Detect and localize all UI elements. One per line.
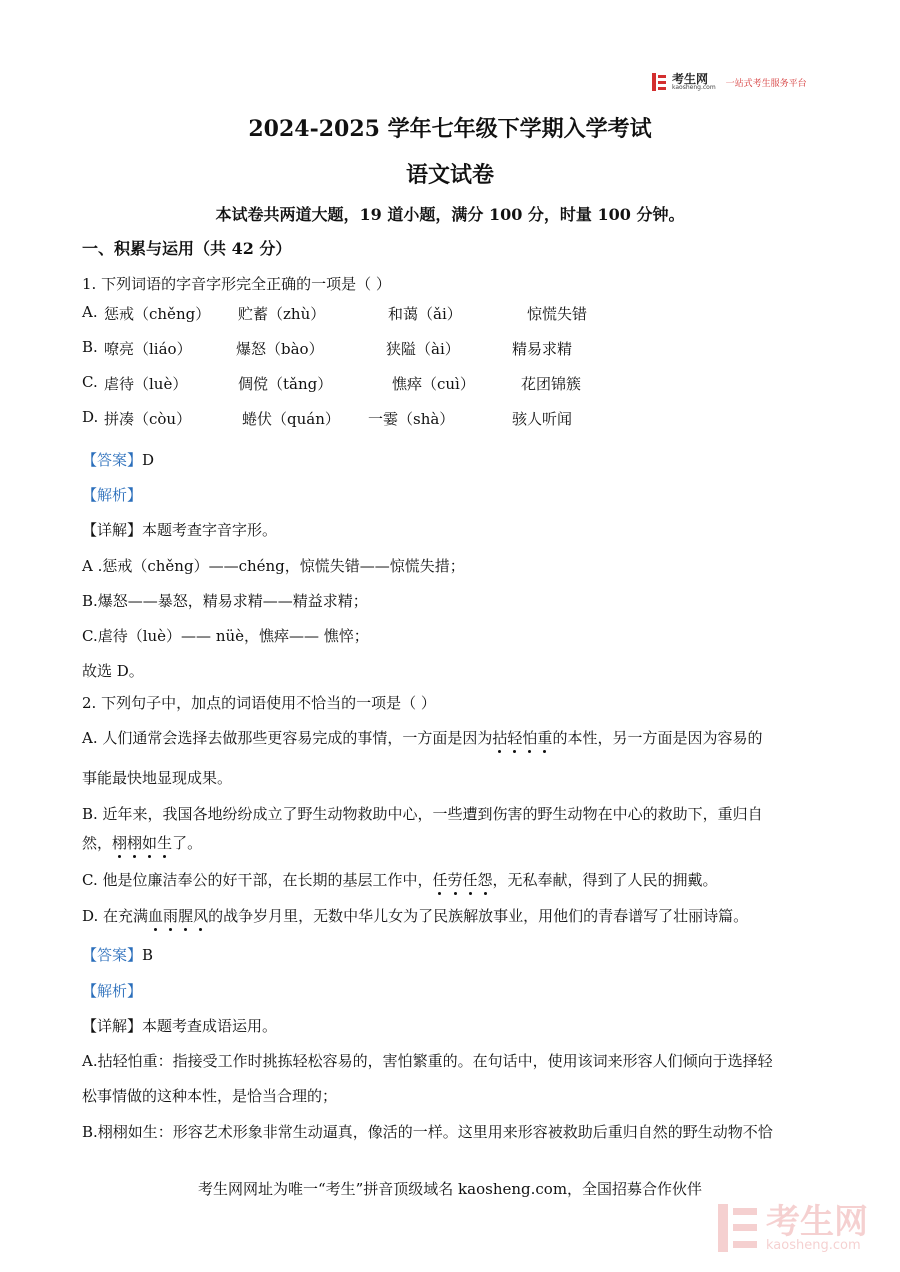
option-text: 的战争岁月里，无数中华儿女为了民族解放事业，用他们的青春谱写了壮丽诗篇。 (208, 907, 749, 925)
emphasis-char: 腥 (178, 907, 194, 925)
option-item: 骇人听闻 (512, 410, 573, 428)
emphasis-char: 风 (193, 907, 209, 925)
option-text: 了。 (172, 834, 203, 852)
option-text: 然， (82, 834, 113, 852)
emphasis-char: 重 (537, 729, 553, 747)
watermark-domain: kaosheng.com (766, 1237, 861, 1253)
question-1-detail-line: C.虐待（luè）—— nüè，憔瘁—— 憔悴； (82, 627, 369, 645)
option-label: B. (82, 338, 98, 356)
question-1-stem: 1. 下列词语的字音字形完全正确的一项是（ ） (82, 275, 391, 293)
detail-tag: 【详解】 (82, 1017, 143, 1035)
question-1-detail-intro (82, 519, 277, 540)
question-2-detail-line: B.栩栩如生：形容艺术形象非常生动逼真，像活的一样。这里用来形容被救助后重归自然的野生动物不恰 (82, 1123, 773, 1141)
logo-domain: kaosheng.com (672, 84, 716, 91)
page-footer: 考生网网址为唯一“考生”拼音顶级域名 kaosheng.com，全国招募合作伙伴 (197, 1180, 703, 1198)
option-text: ，无私奉献，得到了人民的拥戴。 (492, 871, 718, 889)
option-text: D. 在充满 (82, 907, 149, 925)
watermark (718, 1201, 868, 1253)
emphasis-char: 拈 (492, 729, 508, 747)
exam-subject: 语文试卷 (405, 162, 494, 188)
option-item: 憔瘁（cuì） (392, 375, 475, 393)
option-item: 狭隘（ài） (386, 340, 460, 358)
option-item: 蜷伏（quán） (242, 410, 340, 428)
question-2-option-a (82, 727, 762, 748)
option-text: A. 人们通常会选择去做那些更容易完成的事情，一方面是因为 (82, 729, 493, 747)
option-item: 花团锦簇 (521, 375, 582, 393)
option-item: 精易求精 (512, 340, 573, 358)
option-label: D. (82, 408, 99, 426)
header-logo (652, 73, 807, 91)
answer-value: D (142, 451, 155, 469)
answer-tag: 【答案】 (82, 946, 143, 964)
emphasis-char: 雨 (163, 907, 179, 925)
kaosheng-logo-icon (652, 73, 666, 91)
emphasis-char: 怕 (522, 729, 538, 747)
option-item: 一霎（shà） (368, 410, 455, 428)
emphasis-char: 栩 (112, 834, 128, 852)
option-item: 和蔼（ǎi） (388, 305, 462, 323)
dotted-word (432, 871, 492, 889)
answer-value: B (142, 946, 154, 964)
dotted-word (148, 907, 208, 925)
option-item: 惩戒（chěng） (104, 305, 211, 323)
exam-instructions: 本试卷共两道大题，19 道小题，满分 100 分，时量 100 分钟。 (215, 205, 685, 224)
emphasis-char: 血 (148, 907, 164, 925)
question-2-option-c (82, 869, 718, 890)
emphasis-char: 生 (157, 834, 173, 852)
option-item: 贮蓄（zhù） (238, 305, 326, 323)
emphasis-char: 如 (142, 834, 158, 852)
emphasis-char: 劳 (447, 871, 463, 889)
logo-slogan: 一站式考生服务平台 (725, 78, 807, 89)
question-1-detail-line: B.爆怒——暴怒，精易求精——精益求精； (82, 592, 368, 610)
emphasis-char: 栩 (127, 834, 143, 852)
emphasis-char: 怨 (477, 871, 493, 889)
option-item: 嘹亮（liáo） (104, 340, 192, 358)
option-text: 的本性，另一方面是因为容易的 (552, 729, 763, 747)
section-heading: 一、积累与运用（共 42 分） (82, 239, 292, 258)
option-label: C. (82, 373, 98, 391)
watermark-logo-icon (718, 1204, 758, 1252)
question-2-option-b-cont (82, 832, 202, 853)
emphasis-char: 轻 (507, 729, 523, 747)
watermark-name: 考生网 (766, 1201, 868, 1242)
dotted-word (492, 729, 552, 747)
question-2-answer (82, 944, 153, 965)
question-2-analysis-tag: 【解析】 (82, 982, 143, 1000)
emphasis-char: 任 (432, 871, 448, 889)
question-1-analysis-tag: 【解析】 (82, 486, 143, 504)
option-item: 虐待（luè） (104, 375, 188, 393)
option-item: 拼凑（còu） (104, 410, 192, 428)
option-item: 倜傥（tǎng） (238, 375, 333, 393)
detail-tag: 【详解】 (82, 521, 143, 539)
question-2-detail-line: A.拈轻怕重：指接受工作时挑拣轻松容易的，害怕繁重的。在句话中，使用该词来形容人们倾向于选择轻 (82, 1052, 773, 1070)
question-2-stem: 2. 下列句子中，加点的词语使用不恰当的一项是（ ） (82, 694, 436, 712)
detail-text: 本题考查成语运用。 (142, 1017, 278, 1035)
question-2-option-b: B. 近年来，我国各地纷纷成立了野生动物救助中心，一些遭到伤害的野生动物在中心的救助下，重归自 (82, 805, 763, 823)
question-2-option-d (82, 905, 748, 926)
question-2-detail-intro (82, 1015, 277, 1036)
dotted-word (112, 834, 172, 852)
logo-name: 考生网 (672, 72, 709, 86)
option-item: 惊慌失错 (527, 305, 588, 323)
question-1-detail-line: 故选 D。 (82, 662, 144, 680)
emphasis-char: 任 (462, 871, 478, 889)
question-2-option-a-cont: 事能最快地显现成果。 (82, 769, 233, 787)
question-2-detail-line: 松事情做的这种本性，是恰当合理的； (82, 1087, 338, 1105)
option-item: 爆怒（bào） (236, 340, 324, 358)
question-1-detail-line: A .惩戒（chěng）——chéng，惊慌失错——惊慌失措； (82, 557, 465, 575)
detail-text: 本题考查字音字形。 (142, 521, 278, 539)
exam-title: 2024-2025 学年七年级下学期入学考试 (248, 116, 652, 142)
question-1-answer (82, 449, 154, 470)
option-label: A. (82, 303, 98, 321)
option-text: C. 他是位廉洁奉公的好干部，在长期的基层工作中， (82, 871, 433, 889)
answer-tag: 【答案】 (82, 451, 143, 469)
